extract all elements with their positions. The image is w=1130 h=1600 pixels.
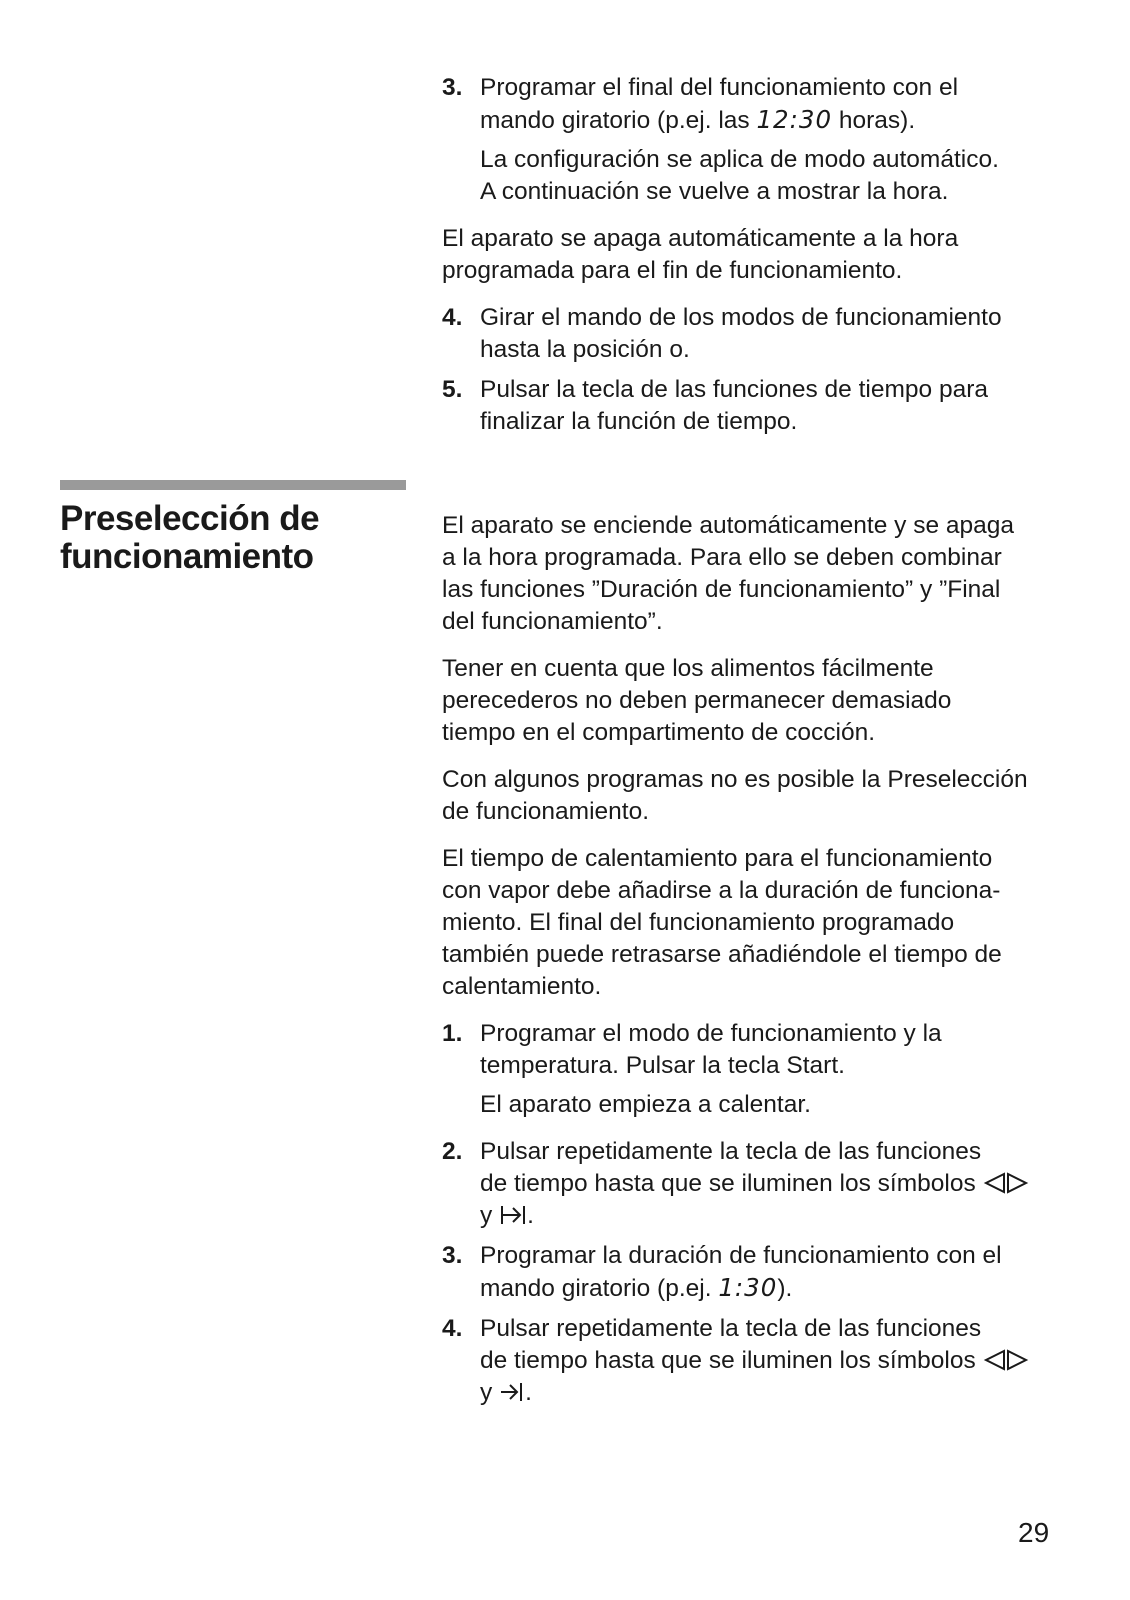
step-text: Pulsar repetidamente la tecla de las funciones de tiempo hasta que se iluminen los símbolos y . — [480, 1136, 1082, 1232]
section-step-4 — [442, 1313, 1082, 1409]
top-step-4 — [442, 302, 1082, 366]
duration-triangles-icon — [983, 1348, 1029, 1372]
step-text: Programar la duración de funcionamiento con el mando giratorio (p.ej. 1:30). — [480, 1242, 1002, 1302]
step-number: 4. — [442, 1315, 463, 1342]
step-text: Girar el mando de los modos de funcionamiento hasta la posición o. — [480, 304, 1002, 363]
display-reading: 1:30 — [718, 1273, 778, 1302]
paragraph: El aparato se apaga automáticamente a la hora programada para el fin de funcionamiento. — [442, 225, 959, 284]
step-number: 2. — [442, 1138, 463, 1165]
paragraph: El tiempo de calentamiento para el funcionamiento con vapor debe añadirse a la duración de funciona- miento. El final del funcionamiento programado también puede retrasarse añadiéndole el tiempo de calentamiento. — [442, 845, 1002, 1000]
paragraph: Tener en cuenta que los alimentos fácilmente perecederos no deben permanecer demasiado tiempo en el compartimento de cocción. — [442, 655, 952, 746]
section-step-3 — [442, 1240, 1082, 1305]
section-step-1 — [442, 1018, 1082, 1082]
step-number: 4. — [442, 304, 463, 331]
step-note: El aparato empieza a calentar. — [480, 1091, 811, 1118]
step-text: Programar el final del funcionamiento con el mando giratorio (p.ej. las 12:30 horas). — [480, 74, 959, 134]
page-number: 29 — [1018, 1517, 1050, 1548]
step-number: 3. — [442, 74, 463, 101]
section-body — [442, 510, 1082, 1409]
step-text: Pulsar la tecla de las funciones de tiempo para finalizar la función de tiempo. — [480, 376, 988, 435]
display-reading: 12:30 — [756, 105, 833, 134]
step-note: La configuración se aplica de modo automático. A continuación se vuelve a mostrar la hora. — [480, 146, 999, 205]
top-instructions — [442, 72, 1082, 438]
top-step-3 — [442, 72, 1082, 137]
step-text: Programar el modo de funcionamiento y la temperatura. Pulsar la tecla Start. — [480, 1020, 942, 1079]
start-bar-arrow-icon — [499, 1203, 527, 1227]
section-step-2 — [442, 1136, 1082, 1232]
step-number: 5. — [442, 376, 463, 403]
end-arrow-bar-icon — [499, 1380, 525, 1404]
step-number: 1. — [442, 1020, 463, 1047]
top-step-5 — [442, 374, 1082, 438]
section-heading: Preselección de funcionamiento — [60, 499, 320, 576]
duration-triangles-icon — [983, 1171, 1029, 1195]
paragraph: El aparato se enciende automáticamente y se apaga a la hora programada. Para ello se deben combinar las funciones ”Duración de funcionamiento” y ”Final del funcionamiento”. — [442, 512, 1015, 635]
paragraph: Con algunos programas no es posible la Preselección de funcionamiento. — [442, 766, 1028, 825]
section-rule — [60, 480, 406, 490]
step-text: Pulsar repetidamente la tecla de las funciones de tiempo hasta que se iluminen los símbolos y . — [480, 1313, 1082, 1409]
step-number: 3. — [442, 1242, 463, 1269]
